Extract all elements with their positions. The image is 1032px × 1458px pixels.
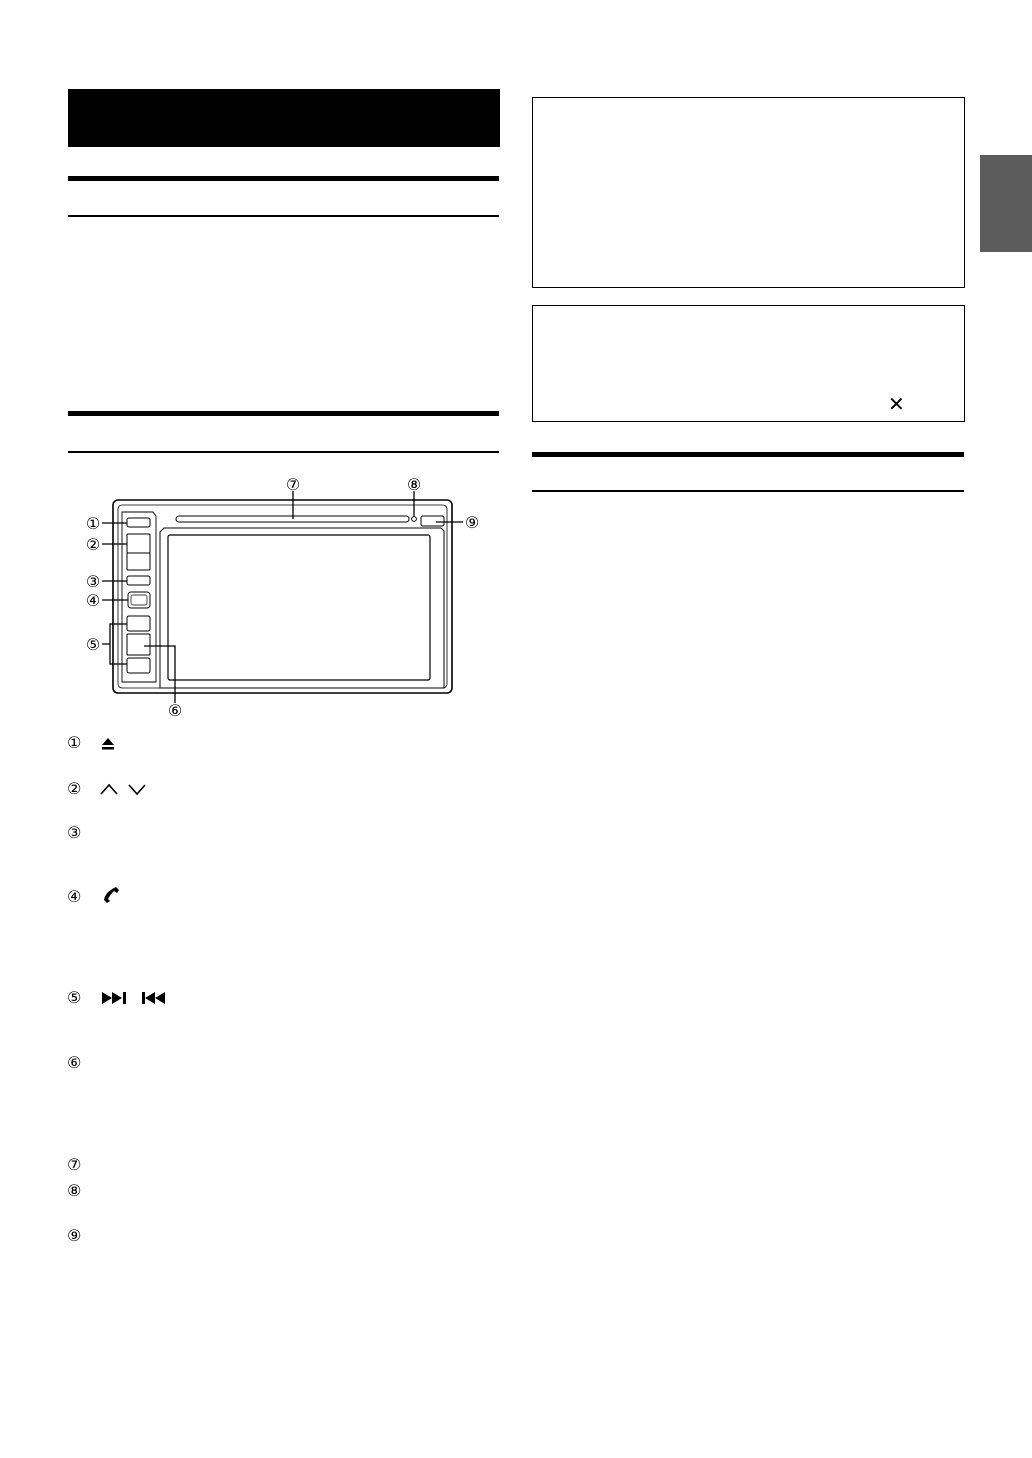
- callout-5: ⑤: [85, 635, 101, 654]
- close-x-icon: ✕: [888, 392, 905, 416]
- up-button: [127, 534, 150, 553]
- unit-inner-frame: [118, 505, 447, 688]
- eject-icon: [100, 737, 116, 751]
- chapter-title-banner: [68, 89, 500, 147]
- callout-9: ⑨: [464, 513, 480, 532]
- touch-screen: [168, 535, 430, 680]
- section-bottom-rule: [532, 490, 964, 492]
- front-panel-diagram: [78, 472, 498, 722]
- screen-bezel: [160, 528, 444, 688]
- indicator-hole: [412, 517, 417, 522]
- callout-3: ③: [85, 572, 101, 591]
- legend-marker-9: ⑨: [67, 1226, 82, 1245]
- legend-marker-6: ⑥: [67, 1053, 82, 1072]
- section-top-rule: [532, 452, 964, 457]
- section-top-rule: [68, 411, 499, 416]
- legend-marker-5: ⑤: [67, 988, 82, 1007]
- note-box: [532, 305, 965, 422]
- section-bottom-rule: [68, 451, 499, 453]
- section-bottom-rule: [68, 215, 499, 217]
- callout-6: ⑥: [167, 701, 183, 720]
- previous-button: [127, 658, 150, 673]
- callout-4: ④: [85, 591, 101, 610]
- notice-box: [532, 97, 965, 288]
- eject-button: [127, 518, 150, 527]
- top-right-button: [421, 516, 444, 526]
- callout-2: ②: [85, 535, 101, 554]
- callout-8: ⑧: [406, 475, 422, 494]
- callout-1: ①: [85, 514, 101, 533]
- up-down-chevrons-icon: [99, 781, 149, 797]
- legend-marker-3: ③: [67, 823, 82, 842]
- center-button: [127, 634, 150, 655]
- legend-marker-8: ⑧: [67, 1181, 82, 1200]
- callout-7: ⑦: [285, 475, 301, 494]
- section-top-rule: [68, 176, 499, 181]
- legend-marker-4: ④: [67, 887, 82, 906]
- legend-marker-7: ⑦: [67, 1155, 82, 1174]
- down-button: [127, 553, 150, 570]
- button-3: [127, 576, 150, 585]
- chapter-index-tab: [980, 155, 1032, 252]
- next-button: [127, 616, 150, 631]
- unit-outer-frame: [113, 500, 452, 693]
- next-previous-track-icon: [101, 991, 175, 1005]
- legend-marker-1: ①: [67, 733, 82, 752]
- legend-marker-2: ②: [67, 779, 82, 798]
- phone-handset-icon: [101, 885, 121, 905]
- phone-button-inner: [131, 595, 147, 605]
